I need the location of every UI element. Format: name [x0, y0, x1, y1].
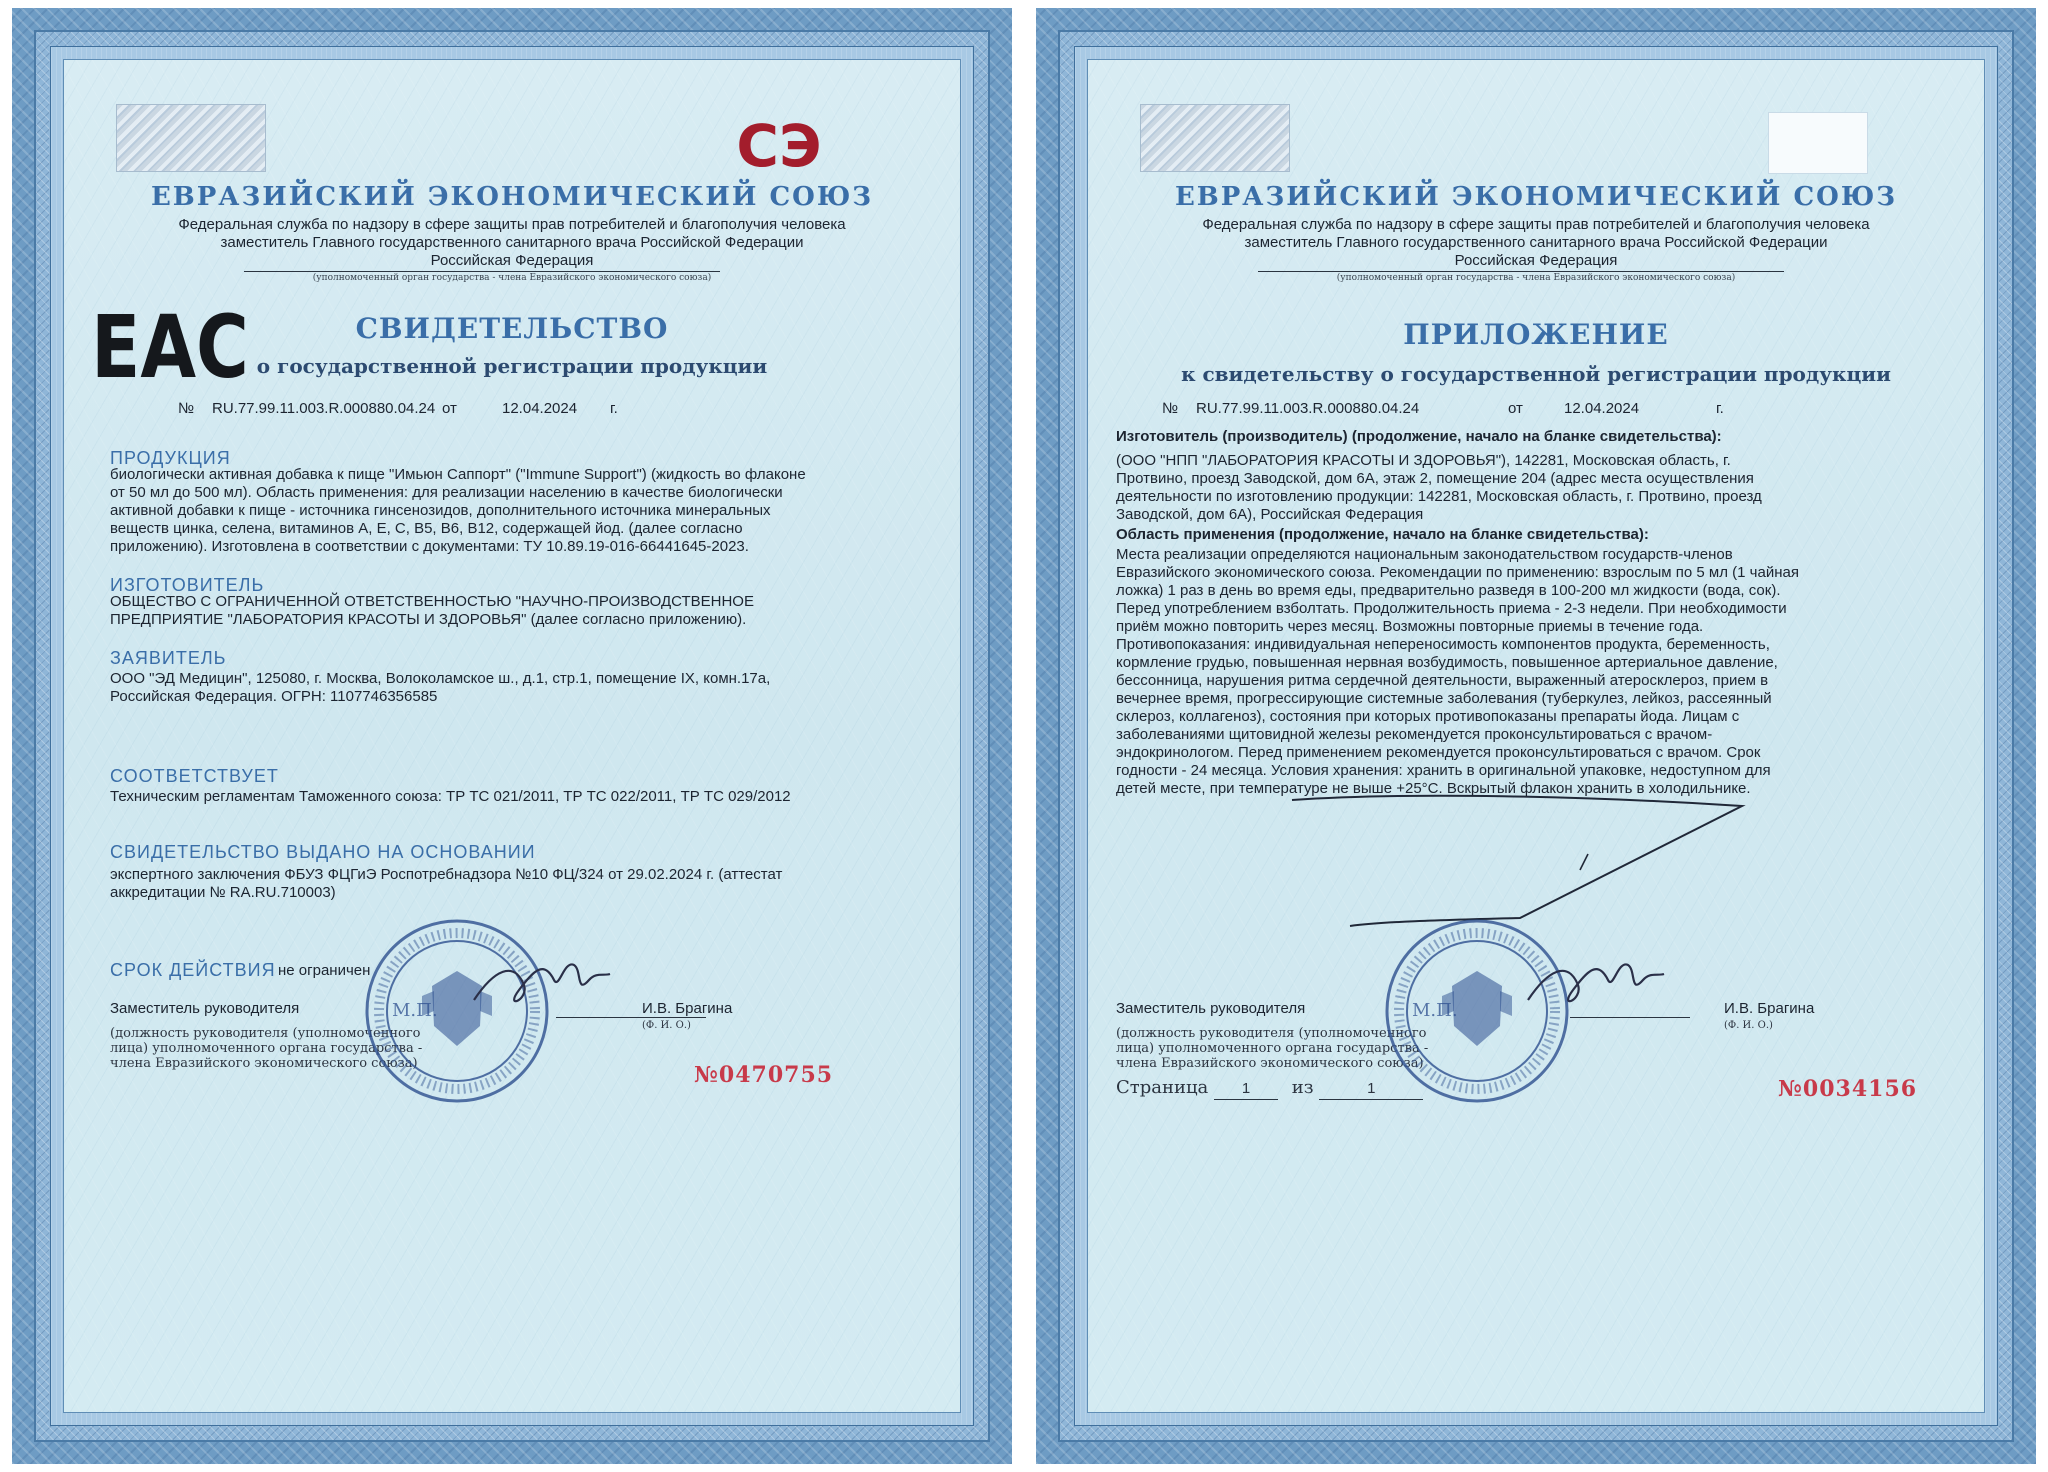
page-number: 1	[1214, 1079, 1278, 1100]
signer-name: И.В. Брагина	[642, 1000, 733, 1017]
union-title: ЕВРАЗИЙСКИЙ ЭКОНОМИЧЕСКИЙ СОЮЗ	[150, 182, 874, 212]
svg-text:М.П.: М.П.	[1412, 1000, 1458, 1021]
appendix-sheet	[1036, 8, 2036, 1464]
manufacturer-line: ПРЕДПРИЯТИЕ "ЛАБОРАТОРИЯ КРАСОТЫ И ЗДОРОВЬЯ" (далее согласно приложению).	[110, 611, 747, 628]
scope-cont-line: бессонница, нарушения ритма сердечной деятельности, выраженный атеросклероз, прием в	[1116, 672, 1769, 689]
svg-text:EAC: EAC	[91, 296, 249, 398]
manufacturer-cont-heading: Изготовитель (производитель) (продолжение, начало на бланке свидетельства):	[1116, 428, 1722, 445]
scope-cont-heading: Область применения (продолжение, начало на бланке свидетельства):	[1116, 526, 1649, 543]
svg-text:СЭ: СЭ	[736, 112, 822, 180]
product-line: веществ цинка, селена, витаминов А, Е, С, В5, В6, В12, содержащей йод. (далее согласно	[110, 520, 743, 537]
reg-number-label: №	[178, 400, 195, 417]
guilloche-border-inner	[50, 46, 974, 1426]
basis-heading: СВИДЕТЕЛЬСТВО ВЫДАНО НА ОСНОВАНИИ	[110, 842, 536, 862]
applicant-line: Российская Федерация. ОГРН: 1107746356585	[110, 688, 438, 705]
scope-cont-line: Перед употреблением взболтать. Продолжительность приема - 2-3 недели. При необходимости	[1116, 600, 1787, 617]
reg-date: 12.04.2024	[1564, 400, 1640, 417]
product-line: приложению). Изготовлена в соответствии с документами: ТУ 10.89.19-016-66441645-2023.	[110, 538, 749, 555]
manufacturer-cont-text	[1116, 452, 1762, 524]
authority-underline	[1258, 271, 1784, 272]
reg-year-suffix: г.	[610, 400, 618, 417]
scope-cont-line: приём можно повторить через месяц. Возможны повторные приемы в течение года.	[1116, 618, 1704, 635]
page-total: 1	[1319, 1079, 1423, 1100]
doc-subtitle: о государственной регистрации продукции	[256, 354, 768, 378]
authority-caption: (уполномоченный орган государства - члена Евразийского экономического союза)	[1336, 273, 1736, 283]
validity-heading: СРОК ДЕЙСТВИЯ	[110, 960, 276, 980]
authority-caption: (уполномоченный орган государства - члена Евразийского экономического союза)	[312, 273, 712, 283]
scope-cont-line: склероз, коллагеноз), состояния при которых противопоказаны препараты йода. Лицам с	[1116, 708, 1740, 725]
svg-text:М.П.: М.П.	[392, 1000, 438, 1021]
scope-cont-line: годности - 24 месяца. Условия хранения: хранить в оригинальной упаковке, недоступном для	[1116, 762, 1771, 779]
authority-block	[64, 216, 960, 270]
manufacturer-cont-line: (ООО "НПП "ЛАБОРАТОРИЯ КРАСОТЫ И ЗДОРОВЬЯ"), 142281, Московская область, г.	[1116, 452, 1731, 469]
certificate-sheet	[12, 8, 1012, 1464]
manufacturer-heading: ИЗГОТОВИТЕЛЬ	[110, 575, 265, 595]
of-label: из	[1291, 1077, 1314, 1098]
scope-cont-line: ложка) 1 раз в день во время еды, предварительно разведя в 100-200 мл жидкости (вода, сок).	[1116, 582, 1781, 599]
position-caption-line: (должность руководителя (уполномоченного	[1116, 1026, 1427, 1041]
scope-cont-line: Места реализации определяются национальным законодательством государств-членов	[1116, 546, 1733, 563]
doc-title: ПРИЛОЖЕНИЕ	[1403, 318, 1669, 351]
validity-value: не ограничен	[278, 962, 371, 979]
complies-text	[110, 788, 791, 806]
registration-line	[64, 400, 960, 420]
fio-caption: (Ф. И. О.)	[1724, 1020, 1773, 1031]
basis-line: экспертного заключения ФБУЗ ФЦГиЭ Роспотребнадзора №10 ФЦ/324 от 29.02.2024 г. (аттестат	[110, 866, 783, 883]
reg-number: RU.77.99.11.003.R.000880.04.24	[1196, 400, 1420, 417]
signer-role: Заместитель руководителя	[1116, 1000, 1306, 1017]
scope-cont-line: Евразийского экономического союза. Рекомендации по применению: взрослым по 5 мл (1 чайная	[1116, 564, 1799, 581]
scope-cont-line: вечернее время, прогрессирующие системные заболевания (туберкулез, лейкоз, рассеянный	[1116, 690, 1772, 707]
blank-box	[1768, 112, 1868, 174]
page-counter	[1116, 1078, 1423, 1100]
authority-underline	[244, 271, 720, 272]
position-caption-line: члена Евразийского экономического союза)	[1116, 1056, 1424, 1071]
basis-line: аккредитации № RA.RU.710003)	[110, 884, 336, 901]
applicant-text	[110, 670, 770, 706]
authority-line-1: Федеральная служба по надзору в сфере защиты прав потребителей и благополучия человека	[178, 216, 846, 233]
signer-name: И.В. Брагина	[1724, 1000, 1815, 1017]
applicant-heading: ЗАЯВИТЕЛЬ	[110, 648, 227, 668]
guilloche-border	[1058, 30, 2014, 1442]
manufacturer-cont-line: Протвино, проезд Заводской, дом 6А, этаж 2, помещение 204 (адрес места осуществления	[1116, 470, 1754, 487]
scope-cont-line: эндокринологом. Перед применением рекомендуется проконсультироваться с врачом. Срок	[1116, 744, 1761, 761]
position-caption-line: лица) уполномоченного органа государства -	[1116, 1041, 1429, 1056]
complies-heading: СООТВЕТСТВУЕТ	[110, 766, 279, 786]
reg-from-label: от	[1508, 400, 1523, 417]
union-title: ЕВРАЗИЙСКИЙ ЭКОНОМИЧЕСКИЙ СОЮЗ	[1174, 182, 1898, 212]
scope-cont-line: детей месте, при температуре не выше +25°С. Вскрытый флакон хранить в холодильнике.	[1116, 780, 1751, 797]
authority-line-3: Российская Федерация	[430, 252, 594, 269]
scope-cont-text	[1116, 546, 1799, 798]
position-caption-line: члена Евразийского экономического союза)	[110, 1056, 418, 1071]
product-heading: ПРОДУКЦИЯ	[110, 448, 231, 468]
fio-caption: (Ф. И. О.)	[642, 1020, 691, 1031]
reg-date: 12.04.2024	[502, 400, 578, 417]
authority-line-2: заместитель Главного государственного санитарного врача Российской Федерации	[1244, 234, 1828, 251]
position-caption-line: лица) уполномоченного органа государства -	[110, 1041, 423, 1056]
authority-line-3: Российская Федерация	[1454, 252, 1618, 269]
position-caption-line: (должность руководителя (уполномоченного	[110, 1026, 421, 1041]
product-text	[110, 466, 806, 556]
authority-block	[1088, 216, 1984, 270]
guilloche-border-inner	[1074, 46, 1998, 1426]
reg-from-label: от	[442, 400, 457, 417]
hologram-sticker	[1140, 104, 1290, 172]
certificate-body	[63, 59, 961, 1413]
authority-line-2: заместитель Главного государственного санитарного врача Российской Федерации	[220, 234, 804, 251]
reg-year-suffix: г.	[1716, 400, 1724, 417]
appendix-body	[1087, 59, 1985, 1413]
basis-text	[110, 866, 782, 902]
applicant-line: ООО "ЭД Медицин", 125080, г. Москва, Волоколамское ш., д.1, стр.1, помещение IX, комн.17а,	[110, 670, 771, 687]
manufacturer-cont-line: Заводской, дом 6А), Российская Федерация	[1116, 506, 1424, 523]
complies-line: Техническим регламентам Таможенного союза: ТР ТС 021/2011, ТР ТС 022/2011, ТР ТС 029/2012	[110, 788, 791, 805]
registration-line	[1088, 400, 1984, 420]
doc-subtitle: к свидетельству о государственной регистрации продукции	[1181, 362, 1891, 386]
serial-number: №0034156	[1778, 1076, 1918, 1102]
guilloche-border	[34, 30, 990, 1442]
reg-number-label: №	[1162, 400, 1179, 417]
se-logo	[734, 110, 824, 180]
product-line: биологически активная добавка к пище "Имьюн Саппорт" ("Immune Support") (жидкость во флаконе	[110, 466, 806, 483]
hologram-sticker	[116, 104, 266, 172]
product-line: активной добавки к пище - источника гинсенозидов, дополнительного источника минеральных	[110, 502, 771, 519]
handwritten-signature	[464, 940, 614, 1020]
scope-cont-line: Противопоказания: индивидуальная непереносимость компонентов продукта, беременность,	[1116, 636, 1770, 653]
doc-title: СВИДЕТЕЛЬСТВО	[355, 312, 669, 345]
serial-number: №0470755	[694, 1062, 834, 1088]
manufacturer-line: ОБЩЕСТВО С ОГРАНИЧЕННОЙ ОТВЕТСТВЕННОСТЬЮ "НАУЧНО-ПРОИЗВОДСТВЕННОЕ	[110, 593, 754, 610]
reg-number: RU.77.99.11.003.R.000880.04.24	[212, 400, 436, 417]
signer-role: Заместитель руководителя	[110, 1000, 300, 1017]
scope-cont-line: заболеваниями щитовидной железы рекомендуется проконсультироваться с врачом-	[1116, 726, 1713, 743]
handwritten-signature	[1518, 940, 1668, 1020]
manufacturer-text	[110, 593, 754, 629]
authority-line-1: Федеральная служба по надзору в сфере защиты прав потребителей и благополучия человека	[1202, 216, 1870, 233]
page-label: Страница	[1116, 1077, 1209, 1098]
product-line: от 50 мл до 500 мл). Область применения: для реализации населению в качестве биологически	[110, 484, 783, 501]
manufacturer-cont-line: деятельности по изготовлению продукции: 142281, Московская область, г. Протвино, проезд	[1116, 488, 1762, 505]
scope-cont-line: кормление грудью, повышенная нервная возбудимость, повышенное артериальное давление,	[1116, 654, 1778, 671]
